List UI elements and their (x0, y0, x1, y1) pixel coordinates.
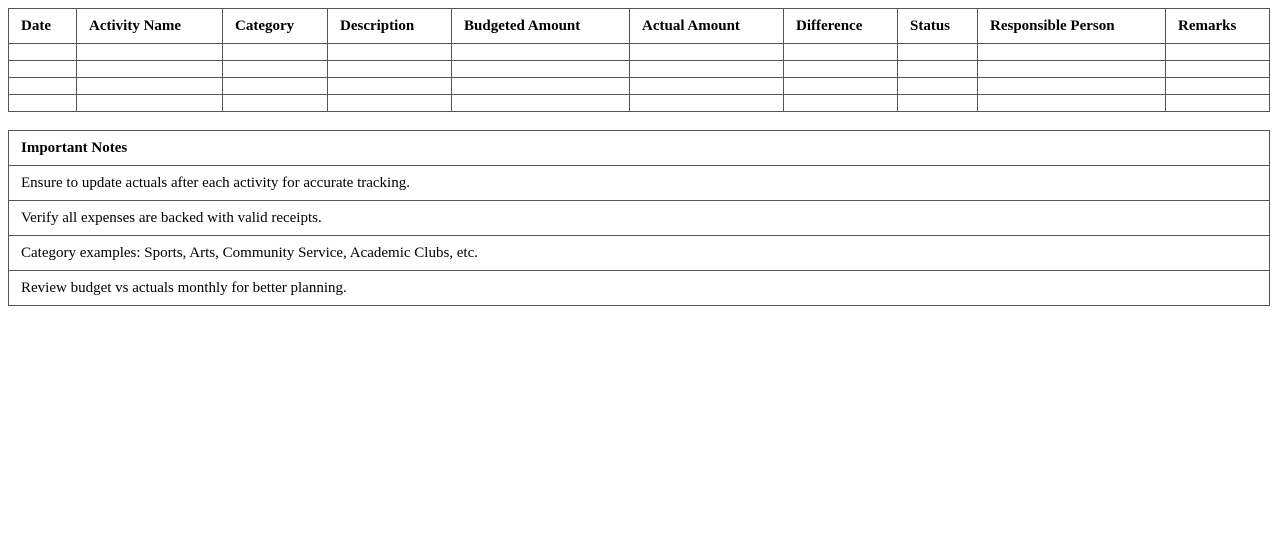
table-cell[interactable] (784, 78, 898, 95)
note-item: Category examples: Sports, Arts, Community Service, Academic Clubs, etc. (9, 236, 1270, 271)
table-cell[interactable] (630, 78, 784, 95)
table-row (9, 95, 1270, 112)
note-item: Verify all expenses are backed with valid receipts. (9, 201, 1270, 236)
budget-table (8, 8, 1270, 112)
table-cell[interactable] (77, 78, 223, 95)
table-cell[interactable] (630, 44, 784, 61)
table-cell[interactable] (9, 78, 77, 95)
table-cell[interactable] (452, 61, 630, 78)
column-header: Responsible Person (978, 9, 1166, 44)
column-header: Activity Name (77, 9, 223, 44)
table-row (9, 78, 1270, 95)
table-cell[interactable] (328, 44, 452, 61)
table-cell[interactable] (978, 61, 1166, 78)
table-cell[interactable] (1166, 61, 1270, 78)
table-cell[interactable] (898, 78, 978, 95)
table-cell[interactable] (9, 44, 77, 61)
table-cell[interactable] (898, 44, 978, 61)
table-cell[interactable] (1166, 78, 1270, 95)
table-cell[interactable] (978, 44, 1166, 61)
table-cell[interactable] (9, 61, 77, 78)
table-row (9, 61, 1270, 78)
table-cell[interactable] (328, 78, 452, 95)
column-header: Date (9, 9, 77, 44)
column-header: Category (223, 9, 328, 44)
table-cell[interactable] (223, 44, 328, 61)
note-item: Ensure to update actuals after each activity for accurate tracking. (9, 166, 1270, 201)
table-cell[interactable] (630, 95, 784, 112)
column-header: Actual Amount (630, 9, 784, 44)
table-cell[interactable] (452, 95, 630, 112)
note-item: Review budget vs actuals monthly for better planning. (9, 271, 1270, 306)
table-cell[interactable] (1166, 95, 1270, 112)
table-cell[interactable] (784, 95, 898, 112)
table-cell[interactable] (452, 44, 630, 61)
table-cell[interactable] (328, 95, 452, 112)
column-header: Difference (784, 9, 898, 44)
table-cell[interactable] (978, 78, 1166, 95)
table-cell[interactable] (77, 44, 223, 61)
table-cell[interactable] (223, 95, 328, 112)
table-cell[interactable] (1166, 44, 1270, 61)
notes-table (8, 130, 1270, 306)
column-header: Remarks (1166, 9, 1270, 44)
notes-title: Important Notes (9, 131, 1270, 166)
table-cell[interactable] (77, 61, 223, 78)
table-cell[interactable] (898, 95, 978, 112)
table-cell[interactable] (784, 44, 898, 61)
table-cell[interactable] (630, 61, 784, 78)
table-cell[interactable] (223, 61, 328, 78)
table-cell[interactable] (77, 95, 223, 112)
header-row (9, 9, 1270, 44)
table-cell[interactable] (898, 61, 978, 78)
table-cell[interactable] (328, 61, 452, 78)
table-cell[interactable] (223, 78, 328, 95)
table-cell[interactable] (978, 95, 1166, 112)
table-row (9, 44, 1270, 61)
table-cell[interactable] (784, 61, 898, 78)
column-header: Description (328, 9, 452, 44)
column-header: Status (898, 9, 978, 44)
table-cell[interactable] (9, 95, 77, 112)
table-cell[interactable] (452, 78, 630, 95)
column-header: Budgeted Amount (452, 9, 630, 44)
